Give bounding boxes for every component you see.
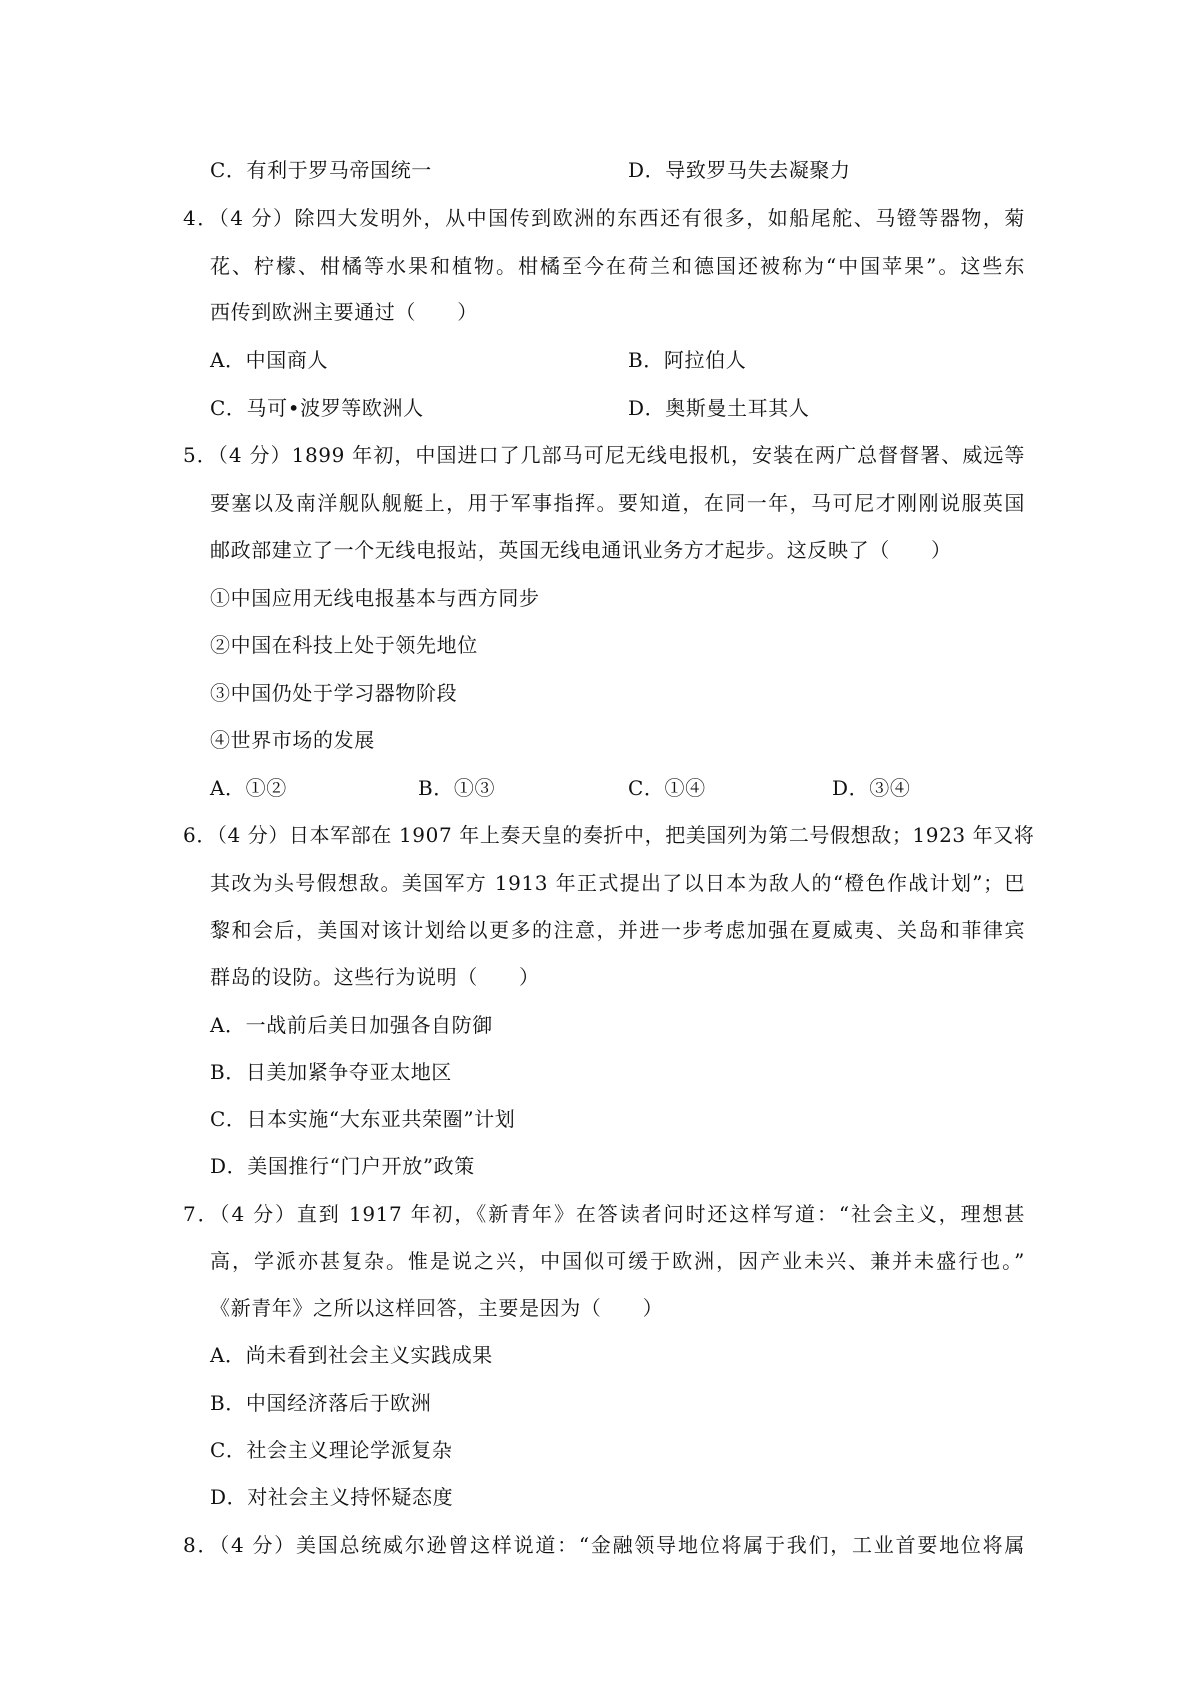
- q5-option-c: C．①④: [628, 776, 706, 800]
- q5-statement-2: ②中国在科技上处于领先地位: [210, 633, 478, 657]
- q5-stem-line-1: 5．（4 分）1899 年初，中国进口了几部马可尼无线电报机，安装在两广总督督署、威远等: [183, 443, 1025, 467]
- q7-option-c: C．社会主义理论学派复杂: [210, 1438, 453, 1462]
- q8-stem-line-1: 8．（4 分）美国总统威尔逊曾这样说道：“金融领导地位将属于我们，工业首要地位将属: [183, 1533, 1025, 1557]
- q7-stem-line-1: 7．（4 分）直到 1917 年初，《新青年》在答读者问时还这样写道：“社会主义，理想甚: [183, 1202, 1025, 1226]
- q6-stem-line-4: 群岛的设防。这些行为说明（ ）: [210, 965, 540, 989]
- q5-option-a: A．①②: [210, 776, 287, 800]
- q6-option-b: B．日美加紧争夺亚太地区: [210, 1060, 452, 1084]
- q6-option-a: A．一战前后美日加强各自防御: [210, 1013, 493, 1037]
- q6-stem-line-3: 黎和会后，美国对该计划给以更多的注意，并进一步考虑加强在夏威夷、关岛和菲律宾: [210, 918, 1025, 942]
- q6-stem-line-1: 6．（4 分）日本军部在 1907 年上奏天皇的奏折中，把美国列为第二号假想敌；1923 年又将: [183, 823, 1035, 847]
- q7-option-d: D．对社会主义持怀疑态度: [210, 1485, 454, 1509]
- q4-stem-line-3: 西传到欧洲主要通过（ ）: [210, 300, 478, 324]
- q3-option-d: D．导致罗马失去凝聚力: [628, 158, 851, 182]
- q6-stem-line-2: 其改为头号假想敌。美国军方 1913 年正式提出了以日本为敌人的“橙色作战计划”；巴: [210, 871, 1025, 895]
- q7-stem-line-3: 《新青年》之所以这样回答，主要是因为（ ）: [210, 1296, 664, 1320]
- q4-stem-line-1: 4．（4 分）除四大发明外，从中国传到欧洲的东西还有很多，如船尾舵、马镫等器物，菊: [183, 206, 1025, 230]
- q6-option-d: D．美国推行“门户开放”政策: [210, 1154, 475, 1178]
- q4-stem-line-2: 花、柠檬、柑橘等水果和植物。柑橘至今在荷兰和德国还被称为“中国苹果”。这些东: [210, 254, 1025, 278]
- q5-statement-3: ③中国仍处于学习器物阶段: [210, 681, 458, 705]
- q4-option-c: C．马可•波罗等欧洲人: [210, 396, 424, 420]
- q5-option-b: B．①③: [418, 776, 496, 800]
- q5-stem-line-2: 要塞以及南洋舰队舰艇上，用于军事指挥。要知道，在同一年，马可尼才刚刚说服英国: [210, 491, 1025, 515]
- q6-option-c: C．日本实施“大东亚共荣圈”计划: [210, 1107, 516, 1131]
- q7-stem-line-2: 高，学派亦甚复杂。惟是说之兴，中国似可缓于欧洲，因产业未兴、兼并未盛行也。”: [210, 1249, 1025, 1273]
- q5-statement-1: ①中国应用无线电报基本与西方同步: [210, 586, 540, 610]
- q4-option-a: A．中国商人: [210, 348, 329, 372]
- q7-option-b: B．中国经济落后于欧洲: [210, 1391, 432, 1415]
- q5-option-d: D．③④: [832, 776, 911, 800]
- q5-stem-line-3: 邮政部建立了一个无线电报站，英国无线电通讯业务方才起步。这反映了（ ）: [210, 538, 952, 562]
- q5-statement-4: ④世界市场的发展: [210, 728, 375, 752]
- q4-option-b: B．阿拉伯人: [628, 348, 747, 372]
- q3-option-c: C．有利于罗马帝国统一: [210, 158, 432, 182]
- q7-option-a: A．尚未看到社会主义实践成果: [210, 1343, 493, 1367]
- q4-option-d: D．奥斯曼土耳其人: [628, 396, 810, 420]
